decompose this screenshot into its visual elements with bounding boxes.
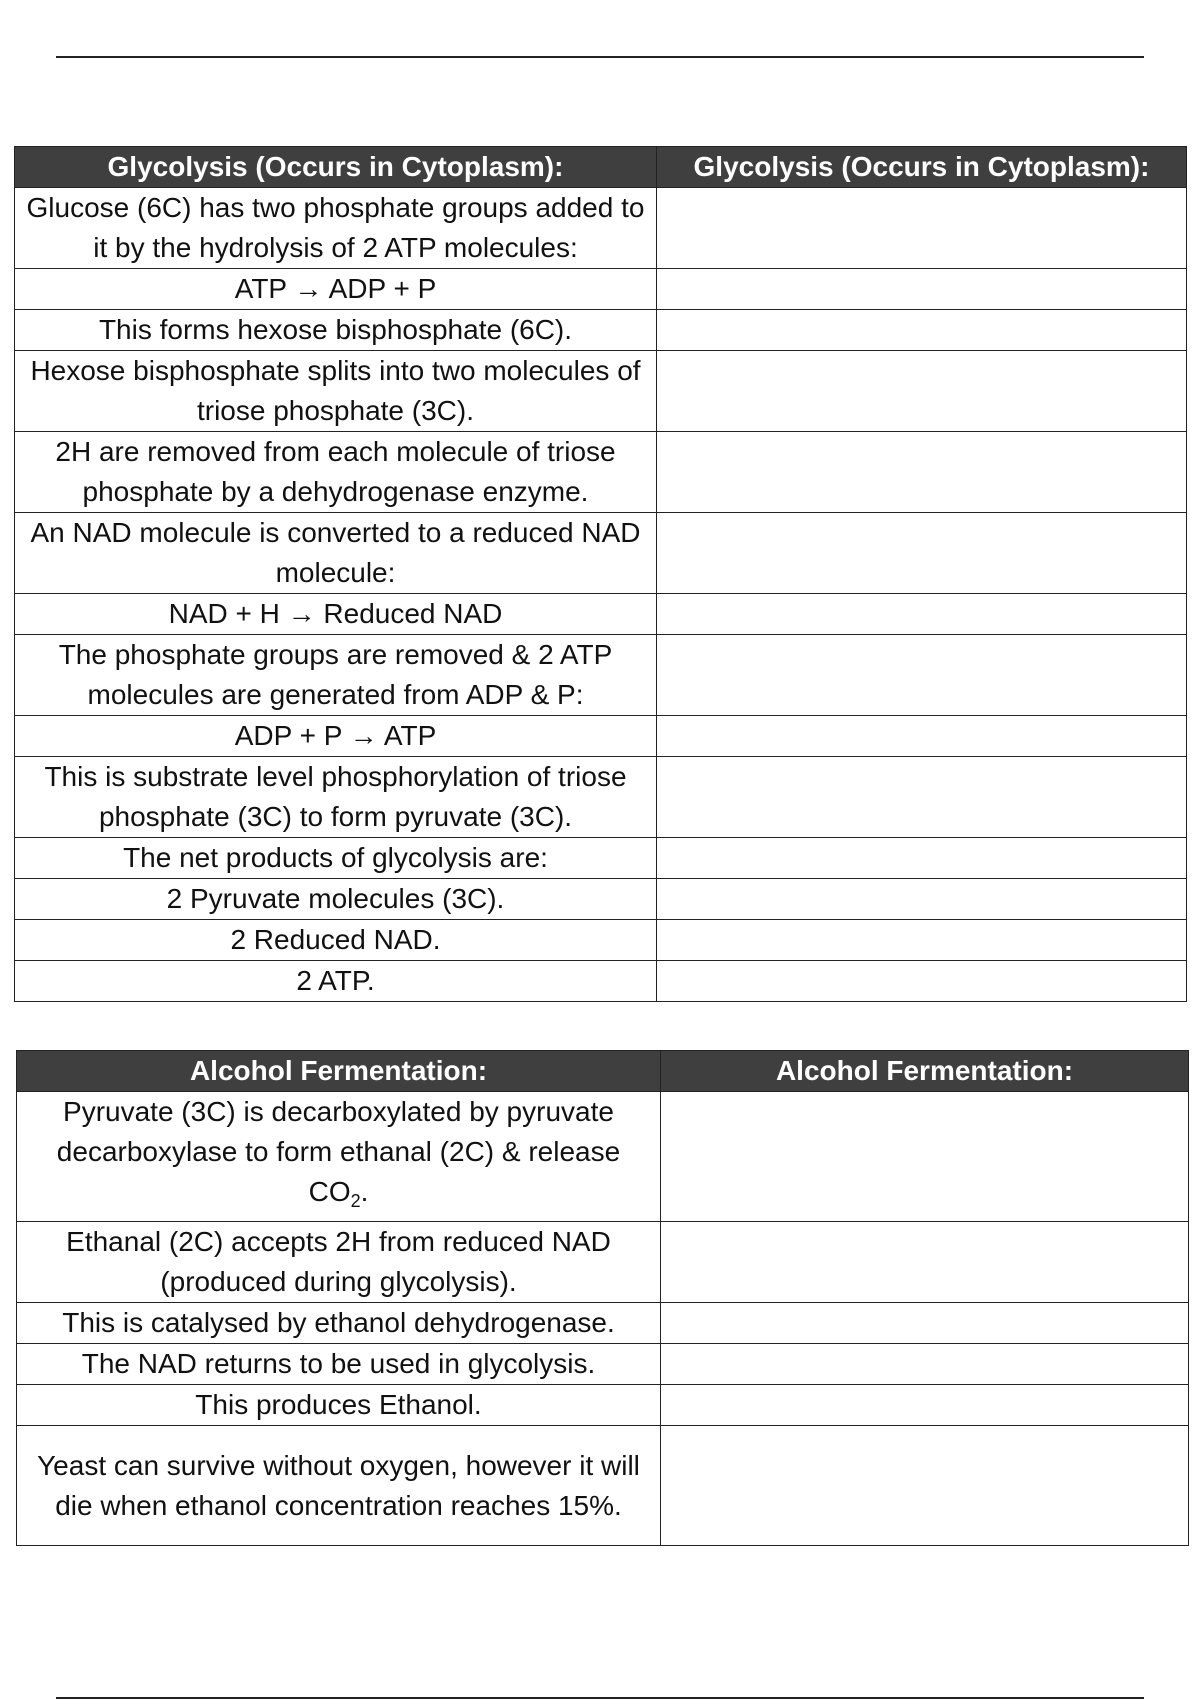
answer-cell[interactable]: [657, 879, 1187, 920]
table-row: [15, 920, 1187, 961]
answer-cell[interactable]: [661, 1303, 1189, 1344]
fermentation-step: Ethanal (2C) accepts 2H from reduced NAD (produced during glycolysis).: [17, 1222, 661, 1303]
answer-cell[interactable]: [661, 1385, 1189, 1426]
glycolysis-step: The net products of glycolysis are:: [15, 838, 657, 879]
table-row: [17, 1385, 1189, 1426]
table-header-row: [15, 147, 1187, 188]
fermentation-step: Yeast can survive without oxygen, however it will die when ethanol concentration reaches 15%.: [17, 1426, 661, 1546]
glycolysis-step: NAD + H → Reduced NAD: [15, 594, 657, 635]
table-row: [15, 351, 1187, 432]
answer-cell[interactable]: [661, 1222, 1189, 1303]
glycolysis-table: [14, 146, 1187, 1002]
fermentation-step-end: .: [360, 1176, 369, 1207]
table-row: [15, 635, 1187, 716]
fermentation-header-right: Alcohol Fermentation:: [661, 1051, 1189, 1092]
answer-cell[interactable]: [661, 1092, 1189, 1222]
fermentation-step: The NAD returns to be used in glycolysis.: [17, 1344, 661, 1385]
answer-cell[interactable]: [657, 838, 1187, 879]
answer-cell[interactable]: [661, 1426, 1189, 1546]
answer-cell[interactable]: [657, 635, 1187, 716]
table-row: [15, 188, 1187, 269]
fermentation-step-text: Pyruvate (3C) is decarboxylated by pyruvate decarboxylase to form ethanal (2C) & release CO: [56, 1096, 621, 1207]
table-row: [15, 838, 1187, 879]
fermentation-step: This produces Ethanol.: [17, 1385, 661, 1426]
table-row: [17, 1426, 1189, 1546]
glycolysis-step: 2 ATP.: [15, 961, 657, 1002]
table-row: [17, 1092, 1189, 1222]
table-row: [15, 757, 1187, 838]
table-row: [15, 310, 1187, 351]
table-row: [15, 513, 1187, 594]
table-row: [15, 716, 1187, 757]
answer-cell[interactable]: [657, 920, 1187, 961]
glycolysis-step: Glucose (6C) has two phosphate groups added to it by the hydrolysis of 2 ATP molecules:: [15, 188, 657, 269]
glycolysis-step: The phosphate groups are removed & 2 ATP molecules are generated from ADP & P:: [15, 635, 657, 716]
top-rule: [56, 56, 1144, 58]
glycolysis-step: This forms hexose bisphosphate (6C).: [15, 310, 657, 351]
table-header-row: [17, 1051, 1189, 1092]
answer-cell[interactable]: [657, 351, 1187, 432]
answer-cell[interactable]: [657, 310, 1187, 351]
alcohol-fermentation-table: [16, 1050, 1189, 1546]
glycolysis-step: Hexose bisphosphate splits into two molecules of triose phosphate (3C).: [15, 351, 657, 432]
glycolysis-step: An NAD molecule is converted to a reduced NAD molecule:: [15, 513, 657, 594]
table-row: [17, 1222, 1189, 1303]
glycolysis-step: 2 Pyruvate molecules (3C).: [15, 879, 657, 920]
glycolysis-step: 2H are removed from each molecule of triose phosphate by a dehydrogenase enzyme.: [15, 432, 657, 513]
answer-cell[interactable]: [657, 757, 1187, 838]
glycolysis-header-left: Glycolysis (Occurs in Cytoplasm):: [15, 147, 657, 188]
fermentation-step: This is catalysed by ethanol dehydrogenase.: [17, 1303, 661, 1344]
table-row: [15, 879, 1187, 920]
table-row: [17, 1303, 1189, 1344]
fermentation-header-left: Alcohol Fermentation:: [17, 1051, 661, 1092]
answer-cell[interactable]: [657, 432, 1187, 513]
table-row: [17, 1344, 1189, 1385]
glycolysis-step: ADP + P → ATP: [15, 716, 657, 757]
glycolysis-step: 2 Reduced NAD.: [15, 920, 657, 961]
answer-cell[interactable]: [661, 1344, 1189, 1385]
table-row: [15, 594, 1187, 635]
table-row: [15, 269, 1187, 310]
glycolysis-header-right: Glycolysis (Occurs in Cytoplasm):: [657, 147, 1187, 188]
fermentation-step: [17, 1092, 661, 1222]
answer-cell[interactable]: [657, 188, 1187, 269]
answer-cell[interactable]: [657, 594, 1187, 635]
bottom-rule: [56, 1697, 1144, 1699]
answer-cell[interactable]: [657, 513, 1187, 594]
glycolysis-step: This is substrate level phosphorylation of triose phosphate (3C) to form pyruvate (3C).: [15, 757, 657, 838]
co2-subscript: 2: [350, 1191, 361, 1211]
answer-cell[interactable]: [657, 269, 1187, 310]
table-row: [15, 961, 1187, 1002]
table-row: [15, 432, 1187, 513]
answer-cell[interactable]: [657, 716, 1187, 757]
answer-cell[interactable]: [657, 961, 1187, 1002]
glycolysis-step: ATP → ADP + P: [15, 269, 657, 310]
